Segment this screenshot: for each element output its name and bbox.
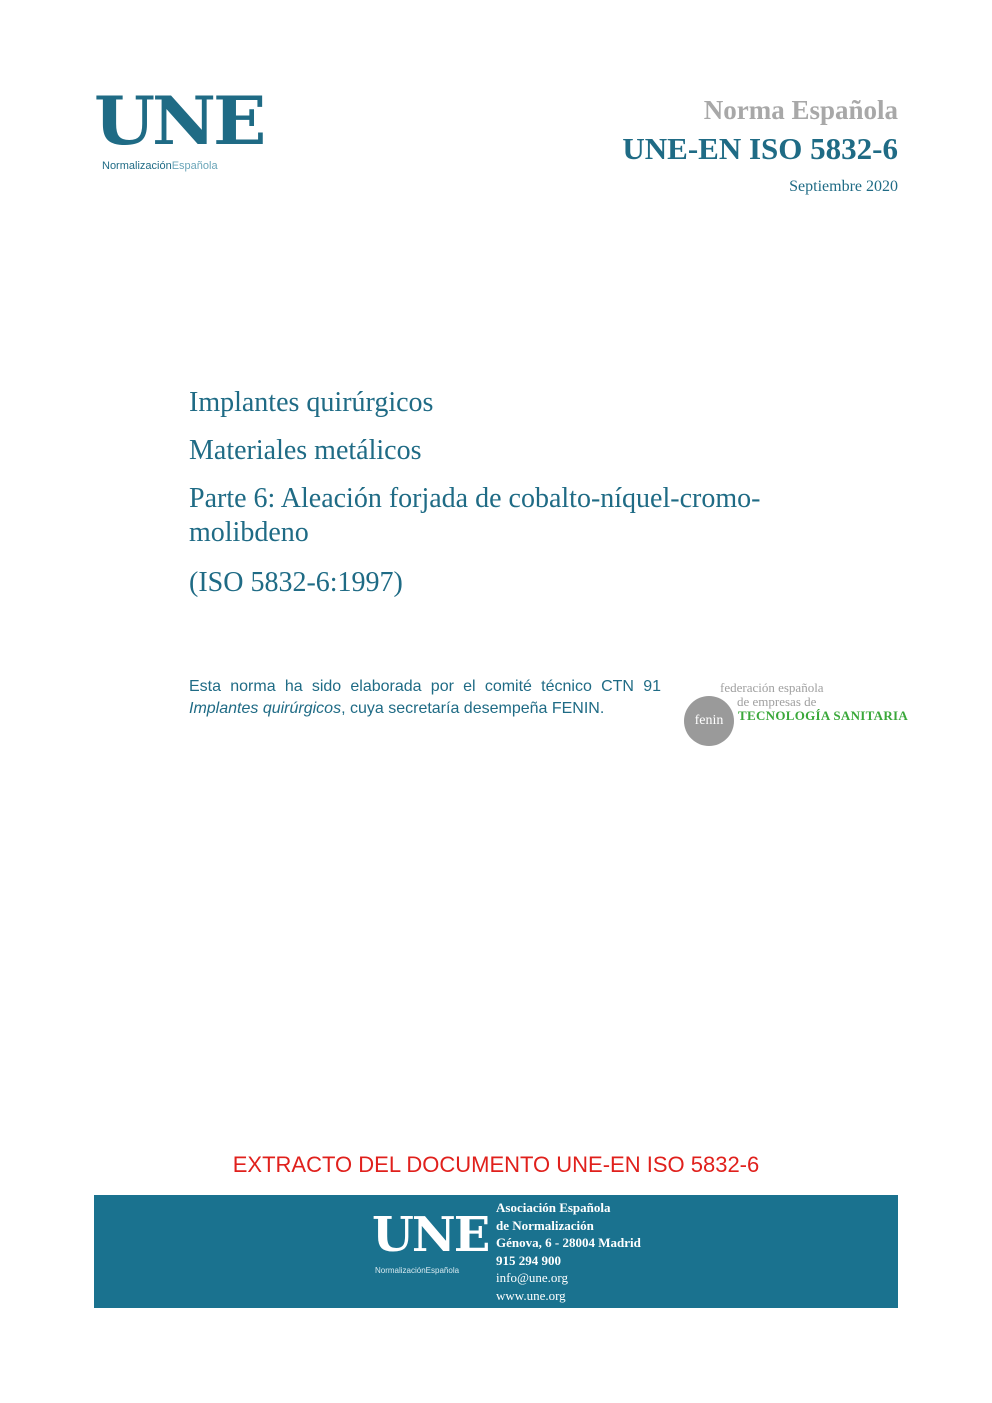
extract-title: EXTRACTO DEL DOCUMENTO UNE-EN ISO 5832-6 [232, 1152, 760, 1177]
standard-code: UNE-EN ISO 5832-6 [622, 130, 898, 166]
committee-statement [189, 676, 661, 720]
norma-label: Norma Española [703, 95, 898, 125]
fenin-logo [684, 680, 909, 746]
footer-logo-letters: UNE [372, 1207, 489, 1263]
footer-web-link[interactable]: www.une.org [496, 1287, 566, 1303]
title-line-2: Materiales metálicos [189, 435, 422, 466]
title-iso-reference: (ISO 5832-6:1997) [189, 567, 403, 598]
fenin-line-3: TECNOLOGÍA SANITARIA [738, 708, 909, 723]
footer-band [94, 1195, 898, 1308]
fenin-line-2: de empresas de [737, 694, 817, 709]
footer-phone: 915 294 900 [496, 1252, 561, 1268]
committee-text-after: , cuya secretaría desempeña FENIN. [341, 700, 605, 717]
footer-logo-subtitle: NormalizaciónEspañola [375, 1266, 460, 1275]
logo-sub-dark: Normalización [102, 160, 172, 172]
fenin-circle-icon: fenin [684, 696, 734, 746]
logo-sub-light: Española [171, 160, 218, 172]
footer-une-logo [372, 1207, 489, 1279]
une-logo [94, 81, 264, 178]
footer-org-line-2: de Normalización [496, 1217, 594, 1233]
une-logo-subtitle [102, 160, 218, 172]
publication-date: Septiembre 2020 [789, 178, 898, 196]
footer-email-link[interactable]: info@une.org [496, 1270, 569, 1285]
footer-org-line-1: Asociación Española [496, 1200, 611, 1215]
title-line-3: Parte 6: Aleación forjada de cobalto-níquel-cromo-molibdeno [189, 483, 761, 548]
footer-address: Génova, 6 - 28004 Madrid [496, 1235, 641, 1250]
fenin-line-1: federación española [720, 680, 824, 695]
standard-header [622, 96, 898, 196]
committee-text-before: Esta norma ha sido elaborada por el comité técnico CTN 91 [189, 678, 661, 695]
title-line-1: Implantes quirúrgicos [189, 387, 434, 418]
committee-name: Implantes quirúrgicos [189, 700, 342, 717]
footer-contact [496, 1199, 641, 1304]
une-logo-letters: UNE [94, 81, 264, 161]
